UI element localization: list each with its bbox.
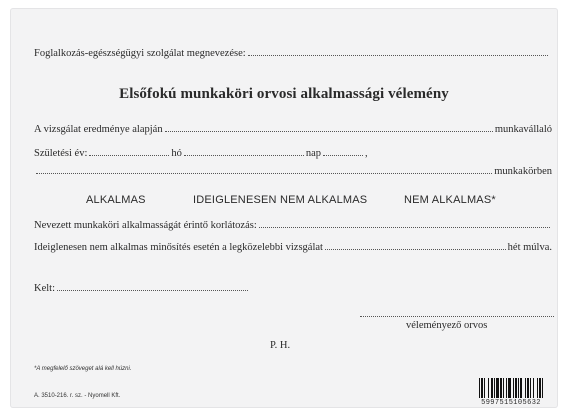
barcode-bar <box>542 378 543 398</box>
form-sheet <box>10 8 558 408</box>
comma-label: , <box>365 148 368 159</box>
weeks-label: hét múlva. <box>507 242 552 253</box>
result-row <box>34 124 552 135</box>
birth-label: Születési év: <box>34 148 88 159</box>
employee-label: munkavállaló <box>494 124 552 135</box>
option-temporarily-unfit[interactable]: IDEIGLENESEN NEM ALKALMAS <box>193 194 368 206</box>
birth-row <box>34 148 414 159</box>
service-label: Foglalkozás-egészségügyi szolgálat megnevezése: <box>34 48 246 59</box>
restriction-field[interactable] <box>259 227 550 228</box>
barcode-number: 5997515105632 <box>481 399 541 407</box>
service-field[interactable] <box>248 55 548 56</box>
day-label: nap <box>305 148 322 159</box>
restriction-row <box>34 220 552 231</box>
birth-day-field[interactable] <box>323 155 363 156</box>
option-unfit[interactable]: NEM ALKALMAS* <box>404 194 496 206</box>
barcode-bars <box>460 378 562 398</box>
birth-year-field[interactable] <box>89 155 169 156</box>
birth-month-field[interactable] <box>184 155 304 156</box>
position-row <box>34 166 552 177</box>
position-field[interactable] <box>36 173 492 174</box>
date-label: Kelt: <box>34 283 55 294</box>
date-field[interactable] <box>57 290 248 291</box>
result-label: A vizsgálat eredménye alapján <box>34 124 163 135</box>
signature-line[interactable] <box>360 316 554 317</box>
stamp-label: P. H. <box>270 340 291 351</box>
restriction-label: Nevezett munkaköri alkalmasságát érintő korlátozás: <box>34 220 257 231</box>
month-label: hó <box>171 148 182 159</box>
temporary-label: Ideiglenesen nem alkalmas minősítés esetén a legközelebbi vizsgálat <box>34 242 323 253</box>
service-row <box>34 48 550 59</box>
name-field[interactable] <box>165 131 493 132</box>
position-label: munkakörben <box>494 166 552 177</box>
signature-label: véleményező orvos <box>406 320 488 331</box>
option-fit[interactable]: ALKALMAS <box>86 194 146 206</box>
temporary-row <box>34 242 552 253</box>
footnote: *A megfelelő szöveget alá kell húzni. <box>34 366 132 372</box>
barcode <box>460 378 562 408</box>
printer-info: A. 3510-216. r. sz. - Nyomell Kft. <box>34 393 121 399</box>
weeks-field[interactable] <box>325 249 506 250</box>
date-row <box>34 283 250 294</box>
form-title: Elsőfokú munkaköri orvosi alkalmassági vélemény <box>119 86 449 102</box>
